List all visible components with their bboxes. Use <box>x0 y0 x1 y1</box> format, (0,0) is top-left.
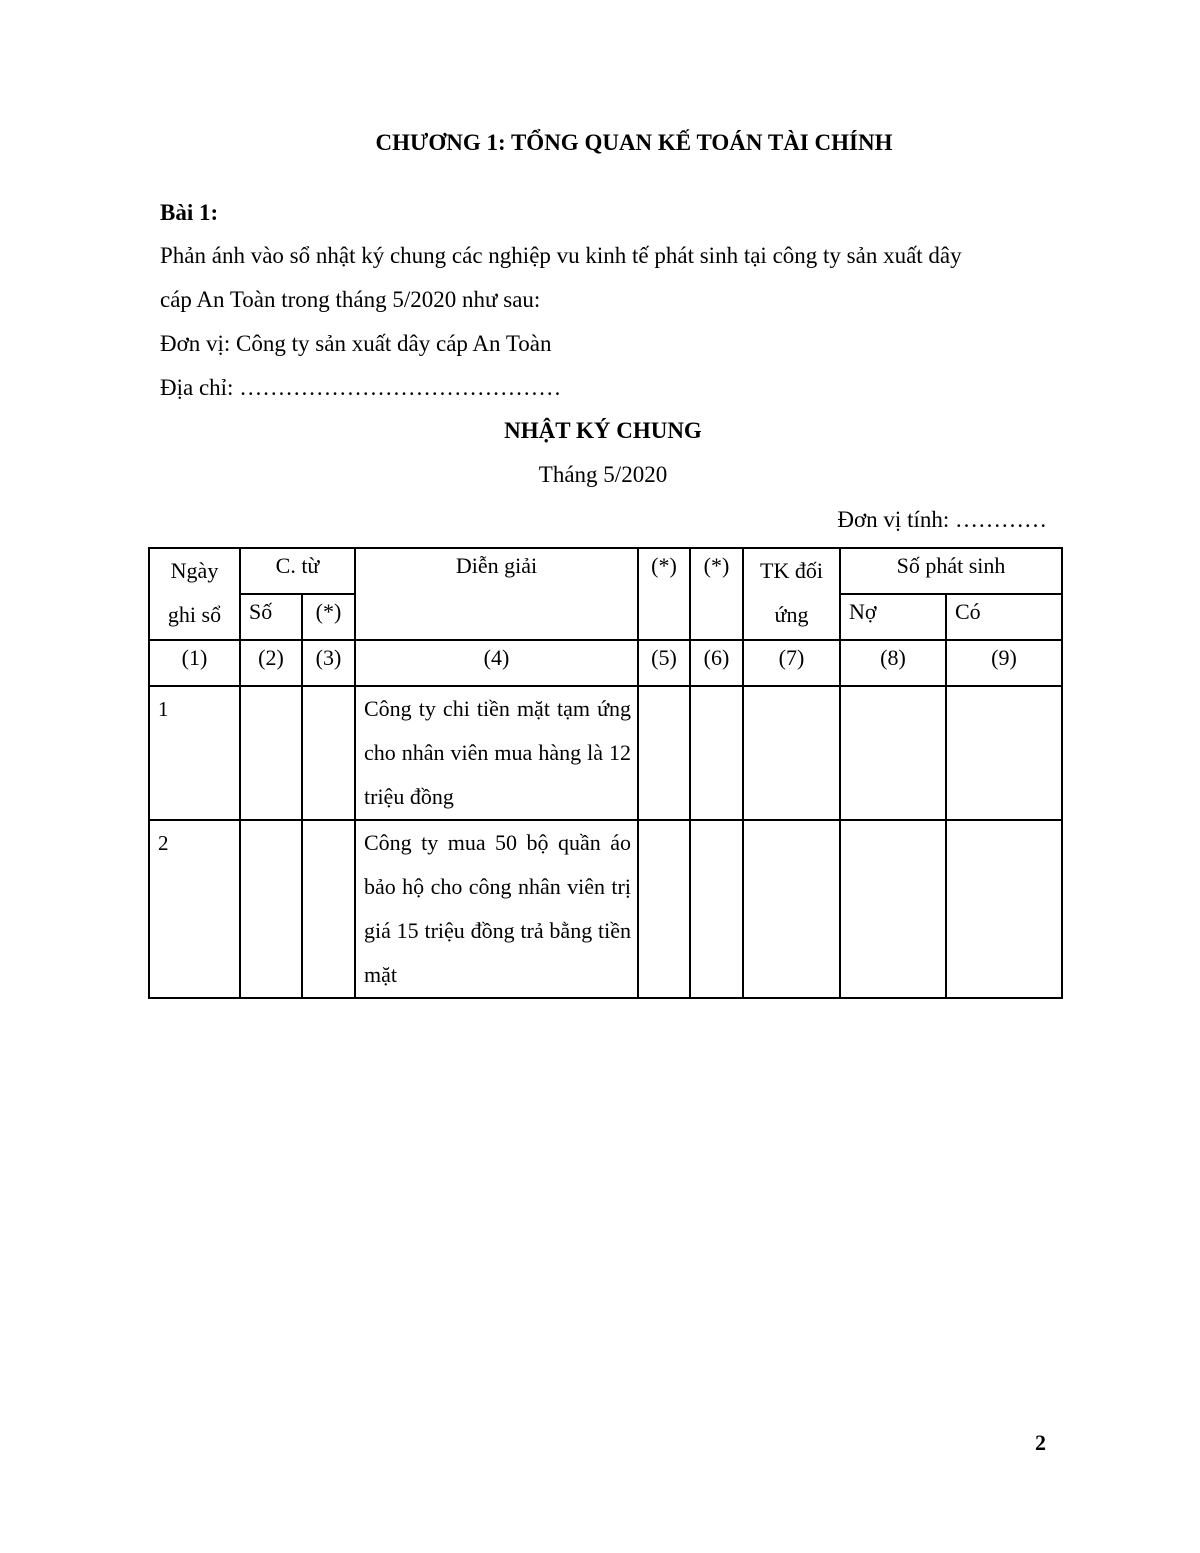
journal-table <box>148 547 1063 999</box>
header-amount: Số phát sinh <box>840 548 1062 594</box>
header-voucher-no: Số <box>240 594 302 640</box>
header-debit: Nợ <box>840 594 946 640</box>
entry-col5 <box>638 820 690 998</box>
entry-credit <box>946 686 1062 820</box>
column-number: (2) <box>240 640 302 686</box>
header-account-line1: TK đối <box>760 558 823 583</box>
entry-voucher-no <box>240 686 302 820</box>
column-number-row <box>149 640 1062 686</box>
entry-voucher-star <box>302 686 355 820</box>
entry-date: 1 <box>149 686 240 820</box>
journal-month: Tháng 5/2020 <box>538 462 668 487</box>
entry-date: 2 <box>149 820 240 998</box>
entry-debit <box>840 820 946 998</box>
lesson-label: Bài 1: <box>160 200 219 225</box>
header-credit: Có <box>946 594 1062 640</box>
header-voucher: C. từ <box>240 548 355 594</box>
intro-line-2: cáp An Toàn trong tháng 5/2020 như sau: <box>160 287 541 312</box>
column-number: (9) <box>946 640 1062 686</box>
header-date-line1: Ngày <box>170 558 219 583</box>
column-number: (6) <box>690 640 743 686</box>
header-col6: (*) <box>690 548 743 640</box>
header-account-line2: ứng <box>774 602 809 627</box>
currency-unit: Đơn vị tính: ………… <box>837 507 1047 532</box>
entry-description: Công ty mua 50 bộ quần áo bảo hộ cho công nhân viên trị giá 15 triệu đồng trả bằng tiền mặt <box>355 820 638 998</box>
column-number: (5) <box>638 640 690 686</box>
column-number: (1) <box>149 640 240 686</box>
column-number: (4) <box>355 640 638 686</box>
column-number: (7) <box>743 640 840 686</box>
table-row <box>149 686 1062 820</box>
header-date-line2: ghi sổ <box>167 602 222 627</box>
header-description: Diễn giải <box>355 548 638 640</box>
page-number: 2 <box>1035 1430 1046 1455</box>
chapter-title: CHƯƠNG 1: TỔNG QUAN KẾ TOÁN TÀI CHÍNH <box>375 130 893 155</box>
entry-voucher-no <box>240 820 302 998</box>
header-date <box>149 548 240 640</box>
intro-line-1: Phản ánh vào sổ nhật ký chung các nghiệp vu kinh tế phát sinh tại công ty sản xuất dây <box>160 243 962 268</box>
entry-description: Công ty chi tiền mặt tạm ứng cho nhân viên mua hàng là 12 triệu đồng <box>355 686 638 820</box>
header-row-1 <box>149 548 1062 594</box>
address-line: Địa chỉ: …………………………………… <box>160 375 562 400</box>
journal-title: NHẬT KÝ CHUNG <box>504 418 702 443</box>
header-account <box>743 548 840 640</box>
column-number: (8) <box>840 640 946 686</box>
entry-debit <box>840 686 946 820</box>
header-col5: (*) <box>638 548 690 640</box>
entry-col6 <box>690 686 743 820</box>
header-voucher-star: (*) <box>302 594 355 640</box>
entry-col6 <box>690 820 743 998</box>
entry-col5 <box>638 686 690 820</box>
entry-voucher-star <box>302 820 355 998</box>
column-number: (3) <box>302 640 355 686</box>
table-row <box>149 820 1062 998</box>
entry-credit <box>946 820 1062 998</box>
unit-line: Đơn vị: Công ty sản xuất dây cáp An Toàn <box>160 331 552 356</box>
entry-account <box>743 820 840 998</box>
entry-account <box>743 686 840 820</box>
